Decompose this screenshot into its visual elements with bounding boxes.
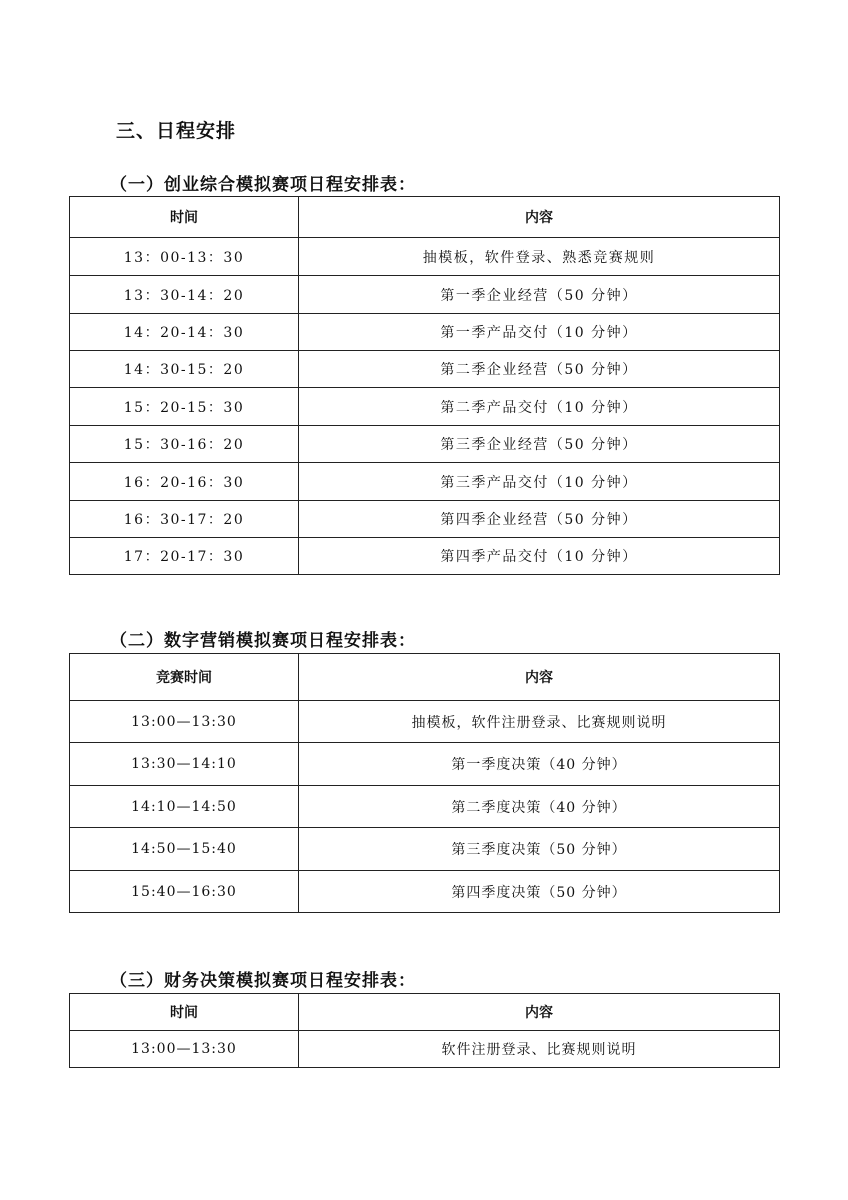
- table-row: [70, 388, 780, 426]
- table-row: [70, 743, 780, 786]
- header-content: 内容: [299, 197, 780, 238]
- time-cell: 15：30-16：20: [70, 426, 299, 463]
- time-cell: 13:00—13:30: [70, 701, 299, 743]
- time-cell: 14：20-14：30: [70, 314, 299, 351]
- table-row: [70, 238, 780, 276]
- table-row: [70, 701, 780, 743]
- table-row: [70, 463, 780, 501]
- time-cell: 15：20-15：30: [70, 388, 299, 426]
- content-cell: 第四季企业经营（50 分钟）: [299, 501, 780, 538]
- time-cell: 13：00-13：30: [70, 238, 299, 276]
- section-title-3: （三）财务决策模拟赛项日程安排表：: [110, 971, 416, 991]
- content-cell: 第二季度决策（40 分钟）: [299, 786, 780, 828]
- time-cell: 14:10—14:50: [70, 786, 299, 828]
- time-cell: 13:30—14:10: [70, 743, 299, 786]
- header-time: 时间: [70, 197, 299, 238]
- table-row: [70, 501, 780, 538]
- content-cell: 第一季度决策（40 分钟）: [299, 743, 780, 786]
- table-row: [70, 538, 780, 575]
- content-cell: 第四季产品交付（10 分钟）: [299, 538, 780, 575]
- table-header-row: [70, 654, 780, 701]
- schedule-table-2: [69, 653, 780, 913]
- content-cell: 第二季企业经营（50 分钟）: [299, 351, 780, 388]
- section-title-1: （一）创业综合模拟赛项日程安排表：: [110, 175, 416, 195]
- table-header-row: [70, 197, 780, 238]
- content-cell: 第一季企业经营（50 分钟）: [299, 276, 780, 314]
- time-cell: 15:40—16:30: [70, 871, 299, 913]
- header-content: 内容: [299, 654, 780, 701]
- content-cell: 第一季产品交付（10 分钟）: [299, 314, 780, 351]
- content-cell: 软件注册登录、比赛规则说明: [299, 1031, 780, 1068]
- content-cell: 第四季度决策（50 分钟）: [299, 871, 780, 913]
- table-row: [70, 426, 780, 463]
- time-cell: 13:00—13:30: [70, 1031, 299, 1068]
- table-row: [70, 786, 780, 828]
- table-row: [70, 351, 780, 388]
- content-cell: 第二季产品交付（10 分钟）: [299, 388, 780, 426]
- content-cell: 第三季度决策（50 分钟）: [299, 828, 780, 871]
- header-time: 时间: [70, 994, 299, 1031]
- schedule-table-3: [69, 993, 780, 1068]
- section-title-2: （二）数字营销模拟赛项日程安排表：: [110, 631, 416, 651]
- content-cell: 抽模板，软件登录、熟悉竞赛规则: [299, 238, 780, 276]
- schedule-table-1: [69, 196, 780, 575]
- table-row: [70, 314, 780, 351]
- table-row: [70, 1031, 780, 1068]
- time-cell: 14:50—15:40: [70, 828, 299, 871]
- content-cell: 抽模板，软件注册登录、比赛规则说明: [299, 701, 780, 743]
- header-time: 竞赛时间: [70, 654, 299, 701]
- time-cell: 14：30-15：20: [70, 351, 299, 388]
- content-cell: 第三季企业经营（50 分钟）: [299, 426, 780, 463]
- table-row: [70, 828, 780, 871]
- content-cell: 第三季产品交付（10 分钟）: [299, 463, 780, 501]
- time-cell: 17：20-17：30: [70, 538, 299, 575]
- table-row: [70, 871, 780, 913]
- time-cell: 16：30-17：20: [70, 501, 299, 538]
- table-header-row: [70, 994, 780, 1031]
- page-heading: 三、日程安排: [116, 120, 237, 142]
- time-cell: 13：30-14：20: [70, 276, 299, 314]
- header-content: 内容: [299, 994, 780, 1031]
- table-row: [70, 276, 780, 314]
- time-cell: 16：20-16：30: [70, 463, 299, 501]
